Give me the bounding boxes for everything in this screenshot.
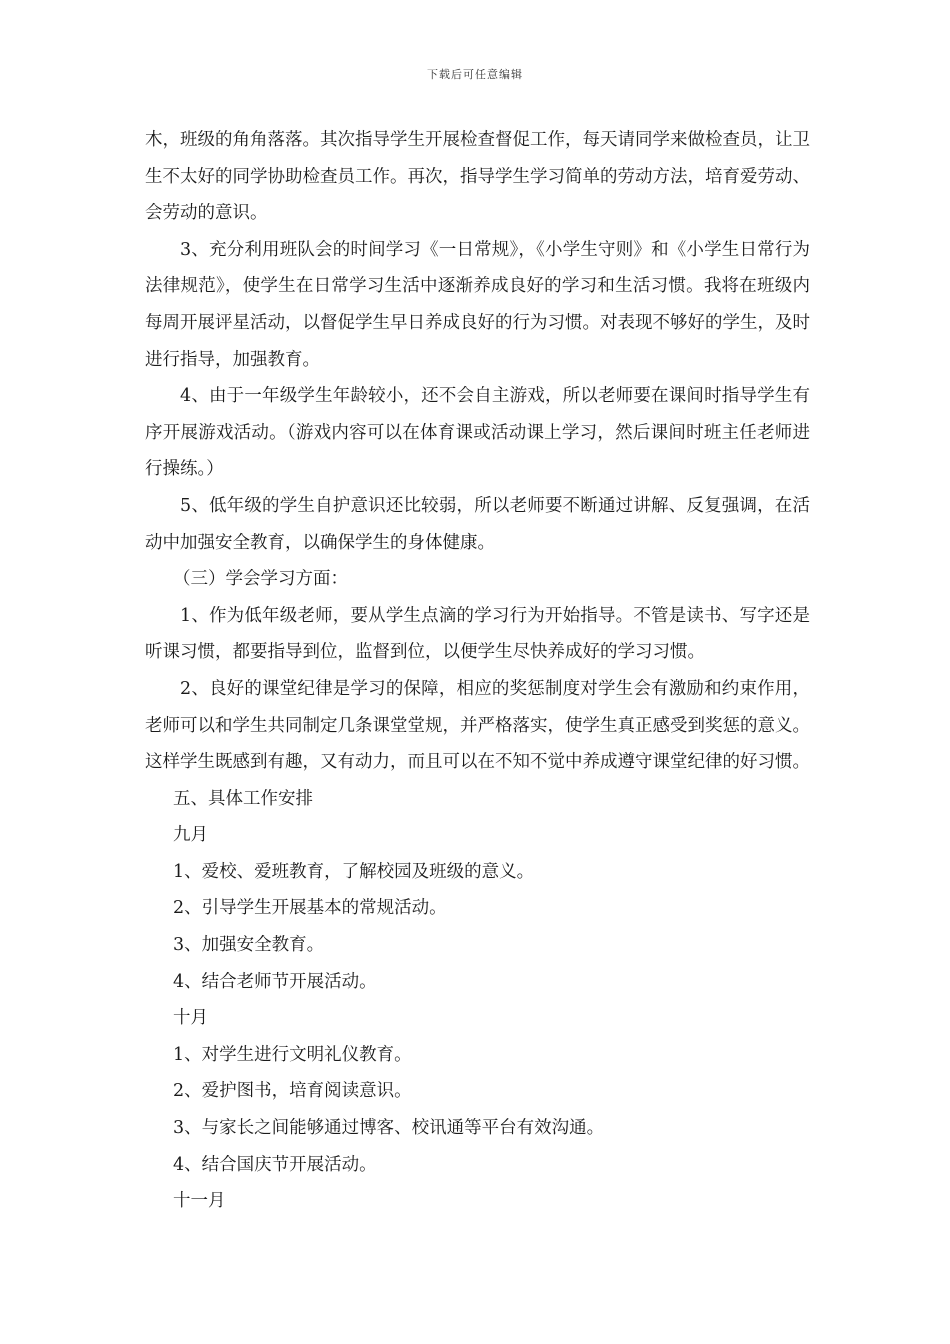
- month-heading-september: 九月: [173, 825, 208, 846]
- section-heading-learning: （三）学会学习方面：: [173, 569, 348, 590]
- list-item: 2、爱护图书，培育阅读意识。: [173, 1081, 412, 1102]
- section-heading-schedule: 五、具体工作安排: [173, 788, 313, 809]
- month-heading-november: 十一月: [173, 1191, 226, 1212]
- paragraph-item-4-games: 4、由于一年级学生年龄较小，还不会自主游戏，所以老师要在课间时指导学生有序开展游戏活动。（游戏内容可以在体育课或活动课上学习，然后课间时班主任老师进行操练。）: [145, 386, 810, 480]
- page-header: 下载后可任意编辑: [427, 68, 523, 81]
- list-item: 4、结合老师节开展活动。: [173, 971, 377, 992]
- list-item: 1、对学生进行文明礼仪教育。: [173, 1044, 412, 1065]
- list-item: 3、与家长之间能够通过博客、校讯通等平台有效沟通。: [173, 1118, 605, 1139]
- list-item: 1、爱校、爱班教育，了解校园及班级的意义。: [173, 861, 535, 882]
- list-item: 3、加强安全教育。: [173, 935, 325, 956]
- list-item: 2、引导学生开展基本的常规活动。: [173, 898, 447, 919]
- month-heading-october: 十月: [173, 1008, 208, 1029]
- paragraph-learning-item-1: 1、作为低年级老师，要从学生点滴的学习行为开始指导。不管是读书、写字还是听课习惯，都要指导到位，监督到位，以便学生尽快养成好的学习习惯。: [145, 605, 810, 663]
- paragraph-labor-inspection: 木，班级的角角落落。其次指导学生开展检查督促工作，每天请同学来做检查员，让卫生不太好的同学协助检查员工作。再次，指导学生学习简单的劳动方法，培育爱劳动、会劳动的意识。: [145, 130, 810, 224]
- paragraph-item-5-safety: 5、低年级的学生自护意识还比较弱，所以老师要不断通过讲解、反复强调，在活动中加强安全教育，以确保学生的身体健康。: [145, 495, 810, 553]
- paragraph-learning-item-2: 2、良好的课堂纪律是学习的保障，相应的奖惩制度对学生会有激励和约束作用，老师可以和学生共同制定几条课堂堂规，并严格落实，使学生真正感受到奖惩的意义。这样学生既感到有趣，又有动力，而且可以在不知不觉中养成遵守课堂纪律的好习惯。: [145, 678, 810, 773]
- paragraph-item-3-rules: 3、充分利用班队会的时间学习《一日常规》，《小学生守则》和《小学生日常行为法律规范》，使学生在日常学习生活中逐渐养成良好的学习和生活习惯。我将在班级内每周开展评星活动，以督促学生早日养成良好的行为习惯。对表现不够好的学生，及时进行指导，加强教育。: [145, 239, 810, 370]
- list-item: 4、结合国庆节开展活动。: [173, 1154, 377, 1175]
- document-body: [145, 122, 810, 1220]
